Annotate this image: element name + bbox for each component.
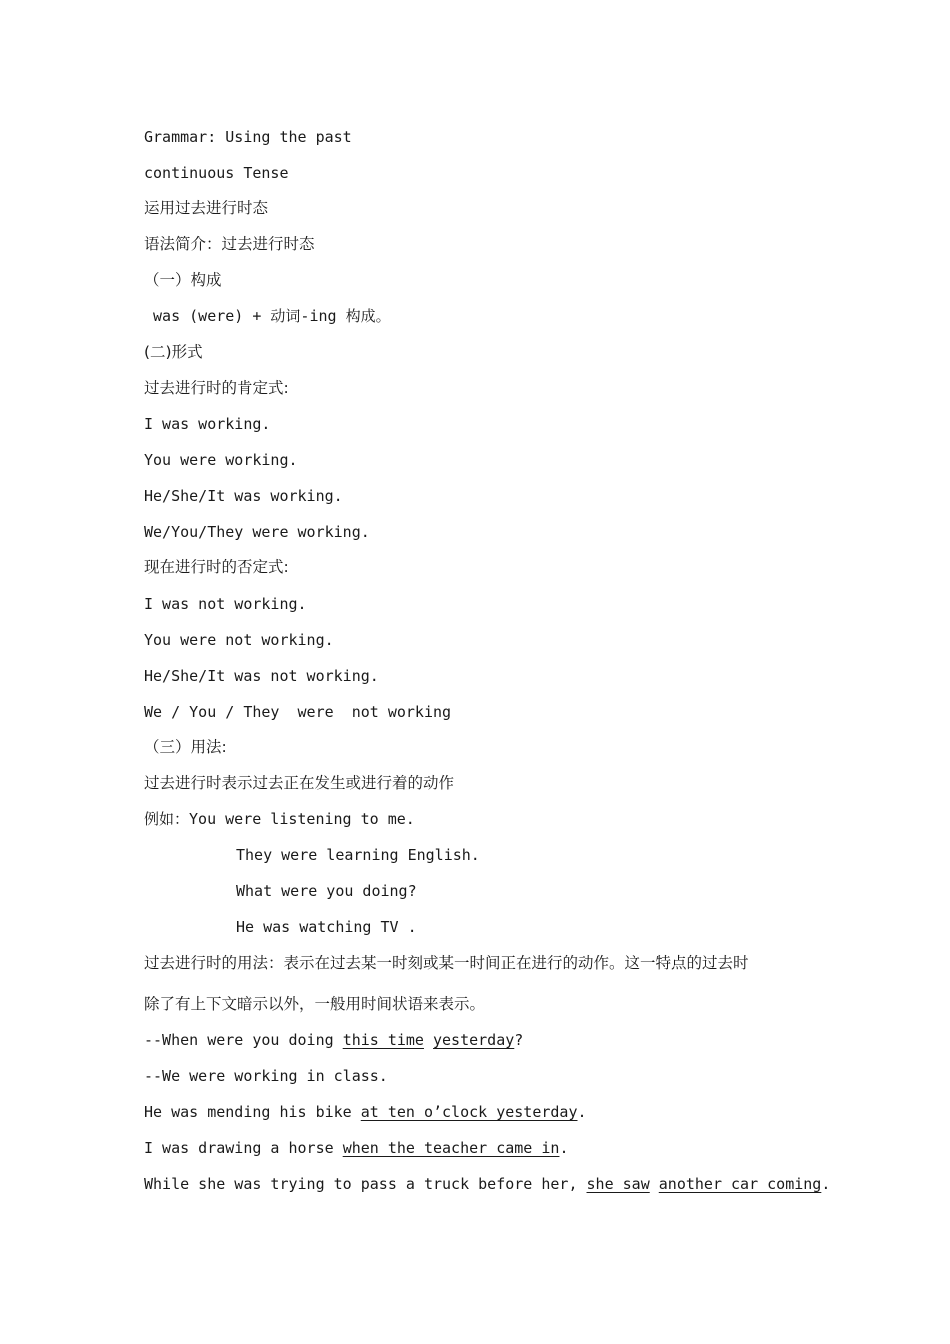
section-2-heading: (二)形式 [144,343,203,361]
sentence-text: While she was trying to pass a truck before her, [144,1175,587,1193]
negative-heading: 现在进行时的否定式: [144,558,289,576]
negative-line: You were not working. [144,631,334,649]
affirmative-line: He/She/It was working. [144,487,343,505]
time-phrase: at ten o’clock yesterday [360,1103,578,1121]
negative-line: He/She/It was not working. [144,667,379,685]
example-sentence-3 [144,1102,587,1122]
example-sentence-5 [144,1174,830,1194]
example-label: 例如： [144,810,190,828]
punctuation: . [577,1103,587,1121]
title-line-1: Grammar: Using the past [144,128,352,146]
example-text: You were listening to me. [189,810,415,828]
usage-intro: 过去进行时表示过去正在发生或进行着的动作 [144,774,455,792]
affirmative-line: You were working. [144,451,298,469]
affirmative-heading: 过去进行时的肯定式: [144,379,289,397]
negative-line: I was not working. [144,595,307,613]
example-sentence-4 [144,1138,568,1158]
title-chinese: 运用过去进行时态 [144,199,269,217]
grammar-intro: 语法简介：过去进行时态 [144,235,315,253]
example-line: He was watching TV . [236,918,417,936]
sentence-text: I was drawing a horse [144,1139,343,1157]
punctuation: ? [514,1031,524,1049]
time-phrase: when the teacher came in [342,1139,560,1157]
affirmative-line: We/You/They were working. [144,523,370,541]
punctuation: . [559,1139,569,1157]
example-line: They were learning English. [236,846,480,864]
clause-phrase: she saw [586,1175,650,1193]
affirmative-line: I was working. [144,415,271,433]
usage-description-1: 过去进行时的用法：表示在过去某一时刻或某一时间正在进行的动作。这一特点的过去时 [144,954,749,972]
space [650,1175,659,1193]
section-1-heading: （一）构成 [144,271,222,289]
usage-description-2: 除了有上下文暗示以外，一般用时间状语来表示。 [144,995,486,1013]
punctuation: . [821,1175,831,1193]
example-sentence-1 [144,1030,523,1050]
space [424,1031,433,1049]
sentence-text: --When were you doing [144,1031,343,1049]
example-line [144,809,415,829]
example-sentence-2: --We were working in class. [144,1067,388,1085]
example-line: What were you doing? [236,882,417,900]
section-3-heading: （三）用法: [144,738,227,756]
clause-phrase: another car coming [658,1175,822,1193]
title-line-2: continuous Tense [144,164,289,182]
structure-formula: was (were) + 动词-ing 构成。 [144,307,391,325]
time-phrase: this time [342,1031,424,1049]
negative-line: We / You / They were not working [144,703,452,721]
time-phrase: yesterday [433,1031,515,1049]
sentence-text: He was mending his bike [144,1103,361,1121]
